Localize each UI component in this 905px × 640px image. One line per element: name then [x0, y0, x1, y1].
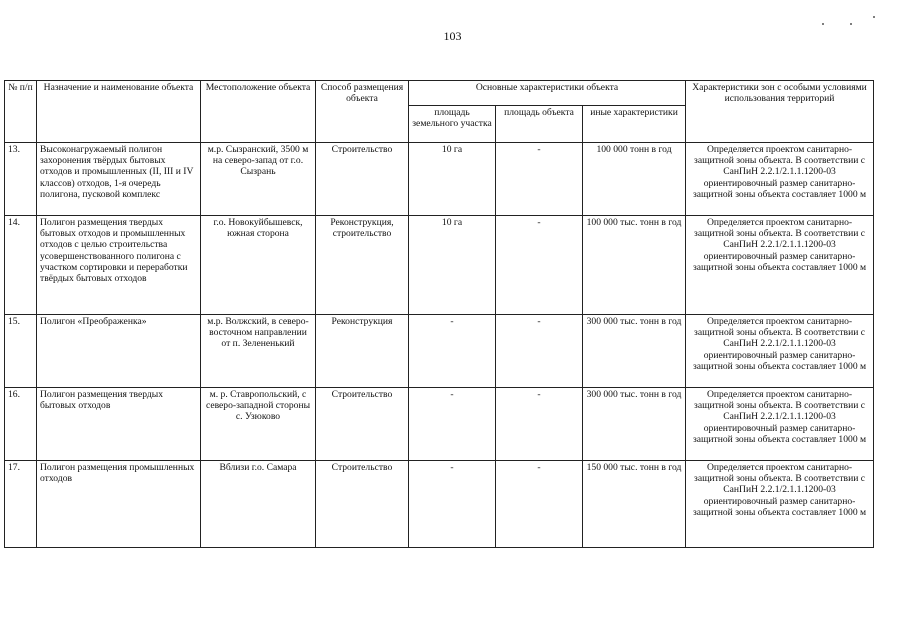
- object-area: -: [496, 216, 583, 315]
- object-location: м.р. Волжский, в северо-восточном направлении от п. Зелененький: [201, 315, 316, 388]
- object-name: Полигон размещения промышленных отходов: [37, 461, 201, 548]
- zone-characteristics: Определяется проектом санитарно-защитной зоны объекта. В соответствии с СанПиН 2.2.1/2.1.1.1200-03 ориентировочный размер санитарно-защитной зоны объекта составляет 1000 м: [686, 216, 874, 315]
- land-area: 10 га: [409, 143, 496, 216]
- header-num: № п/п: [5, 81, 37, 143]
- object-area: -: [496, 143, 583, 216]
- row-number-text: 17.: [8, 462, 20, 473]
- object-area: -: [496, 461, 583, 548]
- header-other-characteristics: иные характеристики: [583, 106, 686, 143]
- page-number: 103: [443, 29, 462, 43]
- zone-characteristics: Определяется проектом санитарно-защитной зоны объекта. В соответствии с СанПиН 2.2.1/2.1.1.1200-03 ориентировочный размер санитарно-защитной зоны объекта составляет 1000 м: [686, 143, 874, 216]
- header-method: Способ размещения объекта: [316, 81, 409, 143]
- other-characteristics: 100 000 тонн в год: [583, 143, 686, 216]
- table-row: [5, 143, 874, 216]
- row-number: 13.: [5, 143, 37, 216]
- land-area: -: [409, 315, 496, 388]
- placement-method: Строительство: [316, 143, 409, 216]
- placement-method: Строительство: [316, 388, 409, 461]
- table-row: [5, 461, 874, 548]
- row-number: 14.: [5, 216, 37, 315]
- row-number: [5, 461, 37, 548]
- placement-method: Строительство: [316, 461, 409, 548]
- land-area: -: [409, 388, 496, 461]
- row-number: 15.: [5, 315, 37, 388]
- zone-characteristics: Определяется проектом санитарно-защитной зоны объекта. В соответствии с СанПиН 2.2.1/2.1.1.1200-03 ориентировочный размер санитарно-защитной зоны объекта составляет 1000 м: [686, 388, 874, 461]
- object-name: Полигон «Преображенка»: [37, 315, 201, 388]
- scan-speck: [873, 16, 875, 18]
- other-characteristics: 300 000 тыс. тонн в год: [583, 315, 686, 388]
- placement-method: Реконструкция: [316, 315, 409, 388]
- object-location: г.о. Новокуйбышевск, южная сторона: [201, 216, 316, 315]
- object-location: Вблизи г.о. Самара: [201, 461, 316, 548]
- header-name: Назначение и наименование объекта: [37, 81, 201, 143]
- header-location: Местоположение объекта: [201, 81, 316, 143]
- header-zones: Характеристики зон с особыми условиями использования территорий: [686, 81, 874, 143]
- other-characteristics: 150 000 тыс. тонн в год: [583, 461, 686, 548]
- scan-speck: [850, 23, 852, 25]
- objects-table: [4, 80, 874, 548]
- row-number: 16.: [5, 388, 37, 461]
- object-location: м.р. Сызранский, 3500 м на северо-запад от г.о. Сызрань: [201, 143, 316, 216]
- placement-method: Реконструкция, строительство: [316, 216, 409, 315]
- zone-characteristics: Определяется проектом санитарно-защитной зоны объекта. В соответствии с СанПиН 2.2.1/2.1.1.1200-03 ориентировочный размер санитарно-защитной зоны объекта составляет 1000 м: [686, 461, 874, 548]
- object-area: -: [496, 388, 583, 461]
- zone-characteristics: Определяется проектом санитарно-защитной зоны объекта. В соответствии с СанПиН 2.2.1/2.1.1.1200-03 ориентировочный размер санитарно-защитной зоны объекта составляет 1000 м: [686, 315, 874, 388]
- table-row: [5, 315, 874, 388]
- table-row: [5, 216, 874, 315]
- other-characteristics: 300 000 тыс. тонн в год: [583, 388, 686, 461]
- table-row: [5, 388, 874, 461]
- land-area: 10 га: [409, 216, 496, 315]
- scan-speck: [822, 23, 824, 25]
- object-name: Полигон размещения твердых бытовых отходов: [37, 388, 201, 461]
- other-characteristics: 100 000 тыс. тонн в год: [583, 216, 686, 315]
- object-name: Полигон размещения твердых бытовых отходов и промышленных отходов с целью строительства усовершенствованного полигона с участком сортировки и переработки твёрдых бытовых отходов: [37, 216, 201, 315]
- object-location: м. р. Ставропольский, с северо-западной стороны с. Узюково: [201, 388, 316, 461]
- land-area: -: [409, 461, 496, 548]
- header-land-area: площадь земельного участка: [409, 106, 496, 143]
- object-name: Высоконагружаемый полигон захоронения твёрдых бытовых отходов и промышленных (II, III и IV классов) отходов, 1-я очередь полигона, пусковой комплекс: [37, 143, 201, 216]
- object-area: -: [496, 315, 583, 388]
- header-main-characteristics: Основные характеристики объекта: [409, 81, 686, 106]
- header-object-area: площадь объекта: [496, 106, 583, 143]
